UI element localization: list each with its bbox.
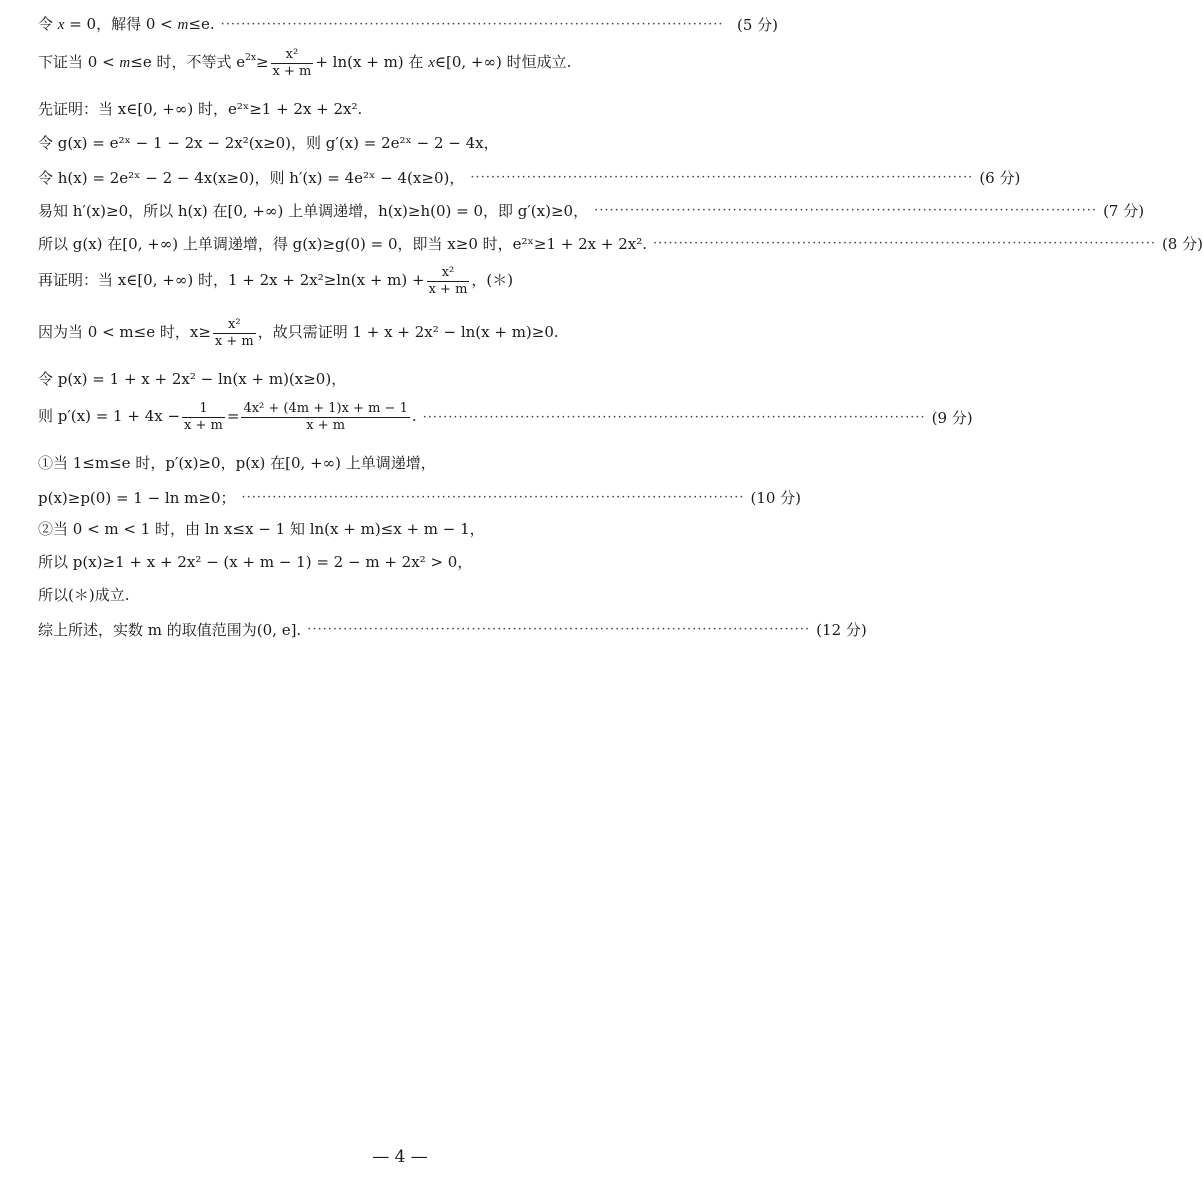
solution-line-6 [38, 200, 1145, 221]
line-text: 下证当 0 < m≤e 时，不等式 $e^{2x}\ge$ $\frac{\text{x²}}{x + m}$ + ln(x + m) 在 x∈[0, +∞) 时恒成立. [38, 47, 572, 79]
fraction: $\frac{\text{x²}}{x + m}$ [214, 317, 254, 349]
solution-line-14 [38, 520, 778, 538]
dot-leader: ·································································································· [422, 409, 926, 425]
fraction: $\frac{\text{x²}}{x + m}$ [428, 265, 468, 297]
solution-line-10 [38, 370, 778, 388]
fraction: $\frac{\text{4x² + (4m + 1)x + m − 1}}{x + m}$ [243, 401, 408, 433]
solution-line-4 [38, 134, 778, 152]
line-text: 所以 p(x)≥1 + x + 2x² − (x + m − 1) = 2 − m + 2x² > 0， [38, 553, 473, 571]
dot-leader: ·································································································· [594, 203, 1098, 218]
line-text: 易知 h′(x)≥0，所以 h(x) 在[0, +∞) 上单调递增，h(x)≥h(0) = 0，即 g′(x)≥0， [38, 201, 589, 220]
dot-leader: ·································································································· [307, 622, 811, 637]
line-text: ②当 0 < m < 1 时，由 ln x≤x − 1 知 ln(x + m)≤x + m − 1， [38, 520, 485, 538]
score-label: (10 分) [750, 489, 802, 507]
line-text: 所以(＊)成立. [38, 586, 130, 604]
line-text: 综上所述，实数 m 的取值范围为(0, e]. [38, 620, 302, 639]
score-label: (8 分) [1161, 235, 1203, 253]
dot-leader: ·································································································· [220, 17, 724, 32]
score-label: (7 分) [1103, 202, 1145, 220]
score-label: (9 分) [931, 408, 973, 427]
line-text: 则 p′(x) = 1 + 4x − $\frac{1}{x + m}$ = $\frac{\text{4x² + (4m + 1)x + m − 1}}{x + m}$ . [38, 401, 417, 433]
line-text: 令 h(x) = 2e²ˣ − 2 − 4x(x≥0)，则 h′(x) = 4e²ˣ − 4(x≥0)， [38, 168, 465, 187]
solution-line-7 [38, 233, 1203, 254]
dot-leader: ·································································································· [470, 170, 974, 185]
line-text: p(x)≥p(0) = 1 − ln m≥0； [38, 488, 236, 507]
solution-line-3 [38, 100, 778, 118]
solution-line-17 [38, 619, 867, 640]
line-text: 令 x = 0，解得 0 < m≤e. [38, 15, 215, 33]
line-text: 令 g(x) = e²ˣ − 1 − 2x − 2x²(x≥0)，则 g′(x) = 2e²ˣ − 2 − 4x， [38, 134, 499, 152]
solution-line-9 [38, 318, 778, 348]
solution-line-2 [38, 48, 778, 78]
solution-line-5 [38, 167, 1021, 188]
solution-line-1 [38, 14, 778, 35]
dot-leader: ·································································································· [241, 490, 745, 505]
solution-line-8 [38, 266, 778, 296]
fraction: $\frac{\text{x²}}{x + m}$ [272, 47, 312, 79]
solution-line-13 [38, 487, 802, 508]
line-text: 令 p(x) = 1 + x + 2x² − ln(x + m)(x≥0)， [38, 370, 347, 388]
line-text: 先证明：当 x∈[0, +∞) 时，e²ˣ≥1 + 2x + 2x². [38, 100, 363, 118]
solution-line-12 [38, 454, 778, 472]
score-label: (6 分) [979, 169, 1021, 187]
solution-line-16 [38, 586, 778, 604]
line-text: ①当 1≤m≤e 时，p′(x)≥0，p(x) 在[0, +∞) 上单调递增， [38, 454, 436, 472]
solution-line-15 [38, 553, 778, 571]
dot-leader: ·································································································· [652, 236, 1156, 251]
score-label: (5 分) [736, 16, 778, 34]
page-number: — 4 — [372, 1147, 428, 1167]
line-text: 所以 g(x) 在[0, +∞) 上单调递增，得 g(x)≥g(0) = 0，即当 x≥0 时，e²ˣ≥1 + 2x + 2x². [38, 234, 647, 253]
line-text: 因为当 0 < m≤e 时，x≥ $\frac{\text{x²}}{x + m}$ ，故只需证明 1 + x + 2x² − ln(x + m)≥0. [38, 317, 559, 349]
line-text: 再证明：当 x∈[0, +∞) 时，1 + 2x + 2x²≥ln(x + m) + $\frac{\text{x²}}{x + m}$ ，(＊) [38, 265, 514, 297]
solution-line-11 [38, 401, 973, 433]
fraction: $\frac{1}{x + m}$ [184, 401, 223, 433]
score-label: (12 分) [816, 621, 867, 639]
